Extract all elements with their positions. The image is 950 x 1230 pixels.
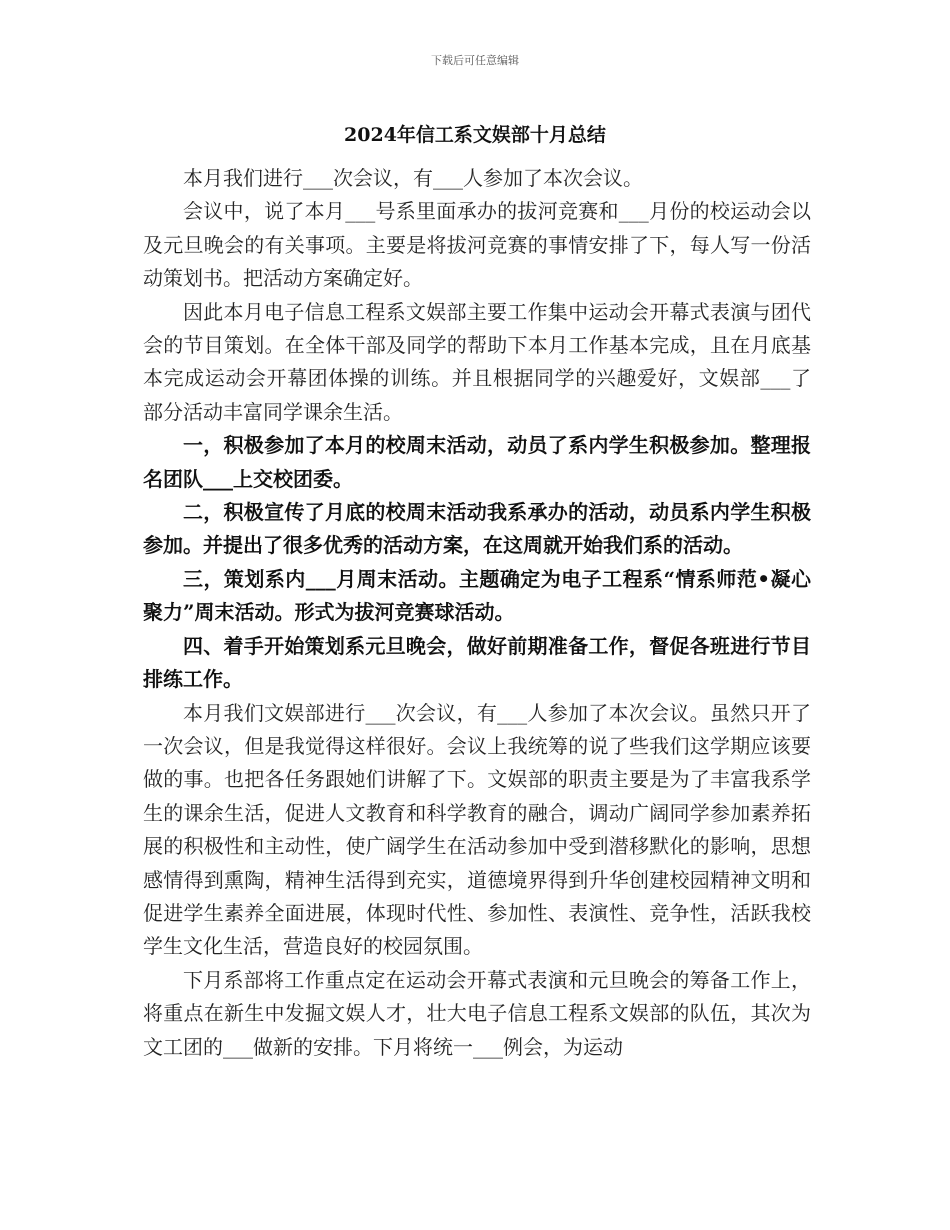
header-note: 下载后可任意编辑 xyxy=(431,54,519,67)
paragraph-department-duties: 本月我们文娱部进行___次会议，有___人参加了本次会议。虽然只开了一次会议，但是我觉得这样很好。会议上我统筹的说了些我们这学期应该要做的事。也把各任务跟她们讲解了下。文娱部的职责主要是为了丰富我系学生的课余生活，促进人文教育和科学教育的融合，调动广阔同学参加素养拓展的积极性和主动性，使广阔学生在活动参加中受到潜移默化的影响，思想感情得到熏陶，精神生活得到充实，道德境界得到升华创建校园精神文明和促进学生素养全面进展，体现时代性、参加性、表演性、竞争性，活跃我校学生文化生活，营造良好的校园氛围。 xyxy=(143,700,811,959)
document-body xyxy=(143,162,811,1064)
paragraph-meeting-content: 会议中，说了本月___号系里面承办的拔河竞赛和___月份的校运动会以及元旦晚会的有关事项。主要是将拔河竞赛的事情安排了下，每人写一份活动策划书。把活动方案确定好。 xyxy=(143,199,811,291)
paragraph-item-four: 四、着手开始策划系元旦晚会，做好前期准备工作，督促各班进行节目排练工作。 xyxy=(143,633,811,692)
paragraph-next-month-plan: 下月系部将工作重点定在运动会开幕式表演和元旦晚会的筹备工作上，将重点在新生中发掘文娱人才，壮大电子信息工程系文娱部的队伍，其次为文工团的___做新的安排。下月将统一___例会，为运动 xyxy=(143,967,811,1059)
paragraph-item-three: 三，策划系内___月周末活动。主题确定为电子工程系“情系师范•凝心聚力”周末活动。形式为拔河竞赛球活动。 xyxy=(143,566,811,625)
paragraph-item-two: 二，积极宣传了月底的校周末活动我系承办的活动，动员系内学生积极参加。并提出了很多优秀的活动方案，在这周就开始我们系的活动。 xyxy=(143,500,811,558)
document-title: 2024年信工系文娱部十月总结 xyxy=(344,124,606,146)
paragraph-main-work: 因此本月电子信息工程系文娱部主要工作集中运动会开幕式表演与团代会的节目策划。在全体干部及同学的帮助下本月工作基本完成，且在月底基本完成运动会开幕团体操的训练。并且根据同学的兴趣爱好，文娱部___了部分活动丰富同学课余生活。 xyxy=(143,299,811,424)
paragraph-meeting-count: 本月我们进行___次会议，有___人参加了本次会议。 xyxy=(183,166,643,190)
paragraph-item-one: 一，积极参加了本月的校周末活动，动员了系内学生积极参加。整理报名团队___上交校团委。 xyxy=(143,433,811,491)
